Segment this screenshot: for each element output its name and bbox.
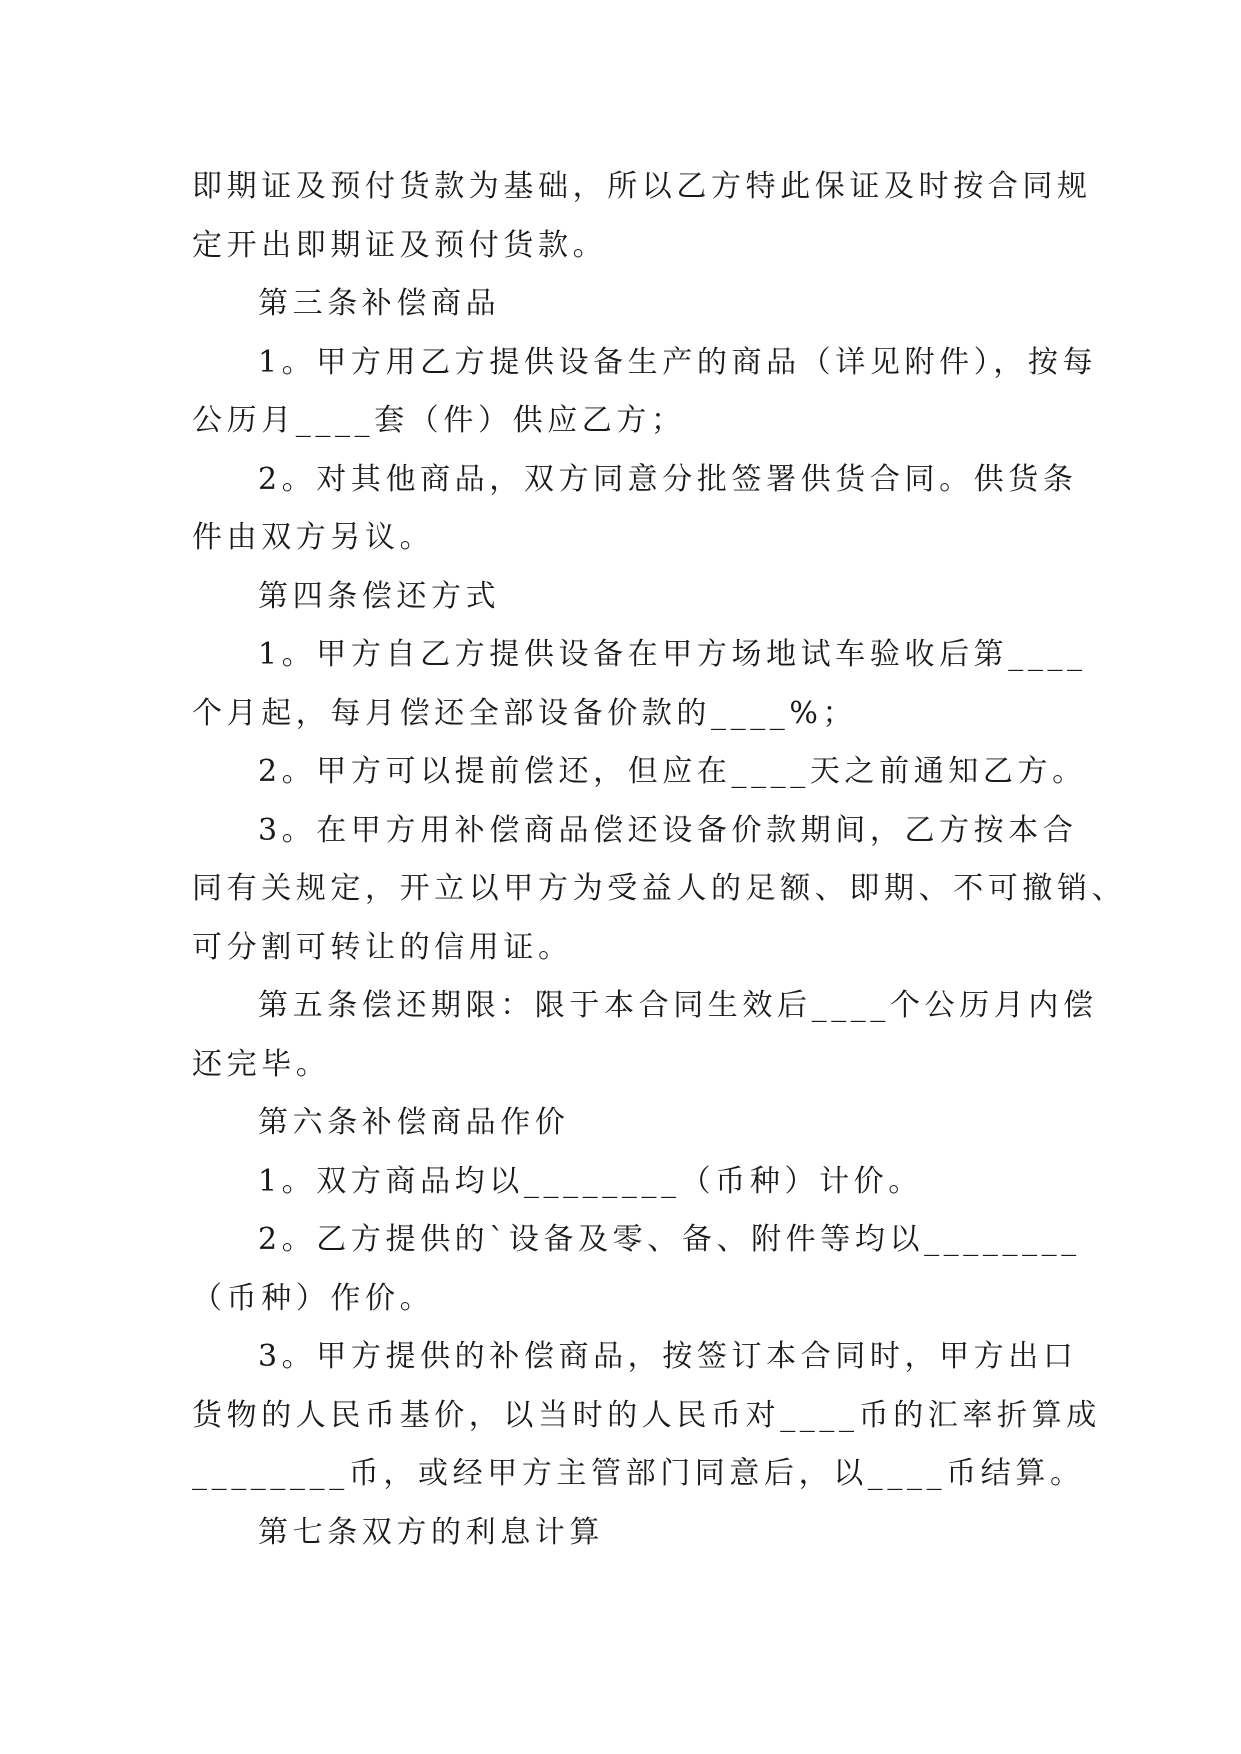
text-line: 1。甲方自乙方提供设备在甲方场地试车验收后第____ <box>258 637 1087 672</box>
text-line: 定开出即期证及预付货款。 <box>192 227 608 263</box>
section-heading: 第七条双方的利息计算 <box>258 1514 604 1550</box>
text-line: 即期证及预付货款为基础，所以乙方特此保证及时按合同规 <box>192 169 1092 204</box>
text-line: 货物的人民币基价，以当时的人民币对____币的汇率折算成 <box>192 1397 1101 1433</box>
text-line: 3。在甲方用补偿商品偿还设备价款期间，乙方按本合 <box>258 812 1078 848</box>
text-line: 2。甲方可以提前偿还，但应在____天之前通知乙方。 <box>258 754 1087 789</box>
text-line: 件由双方另议。 <box>192 520 435 555</box>
text-line: 可分割可转让的信用证。 <box>192 929 573 965</box>
text-line: 3。甲方提供的补偿商品，按签订本合同时，甲方出口 <box>258 1339 1078 1374</box>
section-heading: 第三条补偿商品 <box>258 286 501 321</box>
text-line: 个月起，每月偿还全部设备价款的____%； <box>192 695 858 731</box>
text-line: 还完毕。 <box>192 1046 331 1082</box>
section-heading: 第五条偿还期限：限于本合同生效后____个公历月内偿 <box>258 988 1098 1023</box>
section-heading: 第六条补偿商品作价 <box>258 1105 570 1140</box>
text-line: 2。乙方提供的`设备及零、备、附件等均以________ <box>258 1222 1081 1257</box>
document-body <box>192 158 1127 1562</box>
section-heading: 第四条偿还方式 <box>258 578 501 614</box>
text-line: 公历月____套（件）供应乙方； <box>192 403 686 438</box>
text-line: 同有关规定，开立以甲方为受益人的足额、即期、不可撤销、 <box>192 871 1127 906</box>
text-line: （币种）作价。 <box>192 1280 435 1316</box>
text-line: 1。双方商品均以________（币种）计价。 <box>258 1163 923 1199</box>
text-line: ________币，或经甲方主管部门同意后，以____币结算。 <box>192 1456 1085 1491</box>
text-line: 2。对其他商品，双方同意分批签署供货合同。供货条 <box>258 461 1078 497</box>
text-line: 1。甲方用乙方提供设备生产的商品（详见附件），按每 <box>258 344 1098 380</box>
